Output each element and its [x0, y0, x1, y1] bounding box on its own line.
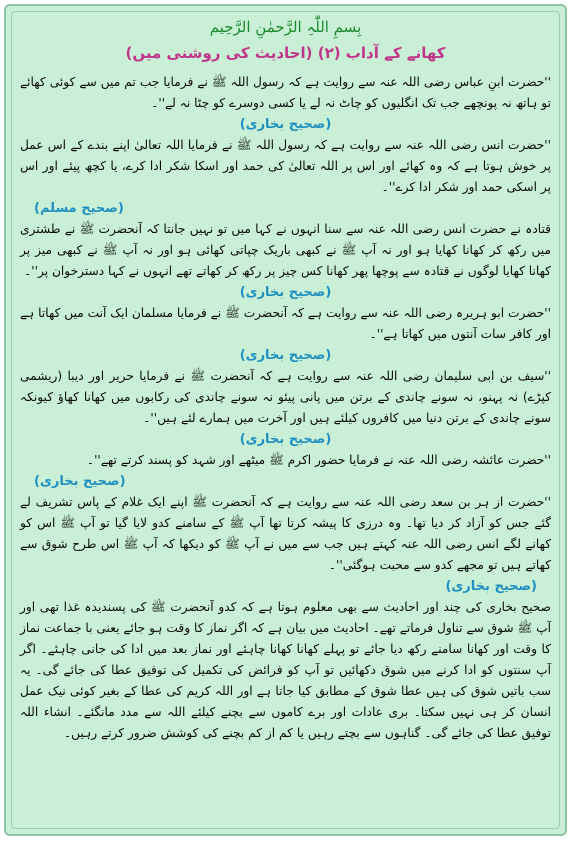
hadith-1-text: ''حضرت ابنِ عباس رضی اللہ عنہ سے روایت ہے کہ رسول اللہ ﷺ نے فرمایا جب تم میں سے کوئی کھائے تو ہاتھ نہ پونچھے جب تک انگلیوں کو چاٹ نہ لے یا کسی دوسرے کو چٹا نہ لے''۔: [20, 75, 551, 110]
hadith-7-text: ''حضرت از ہر بن سعد رضی اللہ عنہ سے روایت ہے کہ آنحضرت ﷺ اپنے ایک غلام کے پاس تشریف لے گئے جس کو آزاد کر دیا تھا۔ وہ درزی کا پیشہ کرتا تھا آپ ﷺ کے سامنے کدو لایا گیا تو آپ ﷺ اس کو کھانے لگے انس رضی اللہ عنہ کہتے ہیں جب سے میں نے آپ ﷺ کو دیکھا کہ آپ ﷺ اس طرح شوق سے کھاتے ہیں تو مجھے کدو سے محبت ہوگئی''۔: [20, 495, 551, 572]
hadith-2-reference: (صحیح مسلم): [34, 201, 124, 216]
bismillah-heading: بِسمِ اللّٰہِ الرَّحمٰنِ الرَّحِیم: [209, 18, 362, 36]
hadith-2-text: ''حضرت انس رضی اللہ عنہ سے روایت ہے کہ رسول اللہ ﷺ نے فرمایا اللہ تعالیٰ اپنے بندے کے اس عمل پر خوش ہوتا ہے کہ وہ کھائے اور اس پر اللہ تعالیٰ کی حمد اور اسکا شکر ادا کرے، یا کچھ پیئے اور اس پر اسکی حمد اور شکر ادا کرے''۔: [20, 138, 551, 194]
hadith-6-reference: (صحیح بخاری): [34, 474, 126, 489]
hadith-5-reference: (صحیح بخاری): [239, 432, 332, 447]
article-body: [11, 11, 560, 829]
conclusion-paragraph: صحیح بخاری کی چند اور احادیث سے بھی معلوم ہوتا ہے کہ کدو آنحضرت ﷺ کی پسندیدہ غذا تھی اور آپ ﷺ شوق سے تناول فرماتے تھے۔ احادیث میں بیان ہے کہ اگر نماز کا وقت ہو جائے یعنی با جماعت نماز کا وقت اور کھانا سامنے رکھ دیا جائے تو پہلے کھانا کھانا چاہئے اور نماز بعد میں ادا کی جانی چاہئے۔ اگر آپ سنتوں کو ادا کرنے میں شوق دکھائیں تو آپ کو فرائض کی تکمیل کی توفیق عطا کی جائے گی۔ یہ سب باتیں شوق کی ہیں عطا شوق کے مطابق کیا جاتا ہے اور اللہ کریم کی عطا کے بغیر کوئی نیک عمل انسان کر ہی نہیں سکتا۔ بری عادات اور برے کاموں سے بچنے کیلئے اللہ سے مدد مانگئے۔ انشاء اللہ توفیق عطا کی جائے گی۔ گناہوں سے بچتے رہیں یا کم از کم بچنے کی کوشش ضرور کرتے رہیں۔: [20, 600, 551, 740]
hadith-1-reference: (صحیح بخاری): [239, 117, 332, 132]
hadith-6-text: ''حضرت عائشہ رضی اللہ عنہ نے فرمایا حضور اکرم ﷺ میٹھے اور شہد کو پسند کرتے تھے''۔: [86, 453, 551, 467]
hadith-4-reference: (صحیح بخاری): [239, 348, 332, 363]
hadith-5-text: ''سیف بن ابی سلیمان رضی اللہ عنہ سے روایت ہے کہ آنحضرت ﷺ نے فرمایا حریر اور دیبا (ریشمی کپڑے) نہ پہنو، نہ سونے چاندی کے برتن میں پانی پیئو نہ سونے چاندی کی رکابوں میں کھانا کھاؤ کیونکہ سونے چاندی کے برتن دنیا میں کافروں کیلئے ہیں اور آخرت میں ہمارے لئے ہیں''۔: [20, 369, 551, 425]
hadith-3-text: قتادہ نے حضرت انس رضی اللہ عنہ سے سنا انہوں نے کہا میں تو نہیں جانتا کہ آنحضرت ﷺ نے طشتری میں رکھ کر کھانا کھایا ہو اور نہ آپ ﷺ نے کبھی باریک چپاتی کھائی ہو اور نہ آپ ﷺ نے کبھی میز پر کھانا کھایا لوگوں نے قتادہ سے پوچھا پھر کھانا کس چیز پر رکھ کر کھاتے تھے انہوں نے کہا دسترخوان پر''۔: [20, 222, 551, 278]
hadith-7-reference: (صحیح بخاری): [445, 579, 537, 594]
hadith-3-reference: (صحیح بخاری): [239, 285, 332, 300]
hadith-4-text: ''حضرت ابو ہریرہ رضی اللہ عنہ سے روایت ہے کہ آنحضرت ﷺ نے فرمایا مسلمان ایک آنت میں کھاتا ہے اور کافر سات آنتوں میں کھاتا ہے''۔: [20, 306, 551, 341]
page-frame: [4, 4, 567, 836]
page-title: کھانے کے آداب (۲) (احادیث کی روشنی میں): [125, 44, 446, 62]
